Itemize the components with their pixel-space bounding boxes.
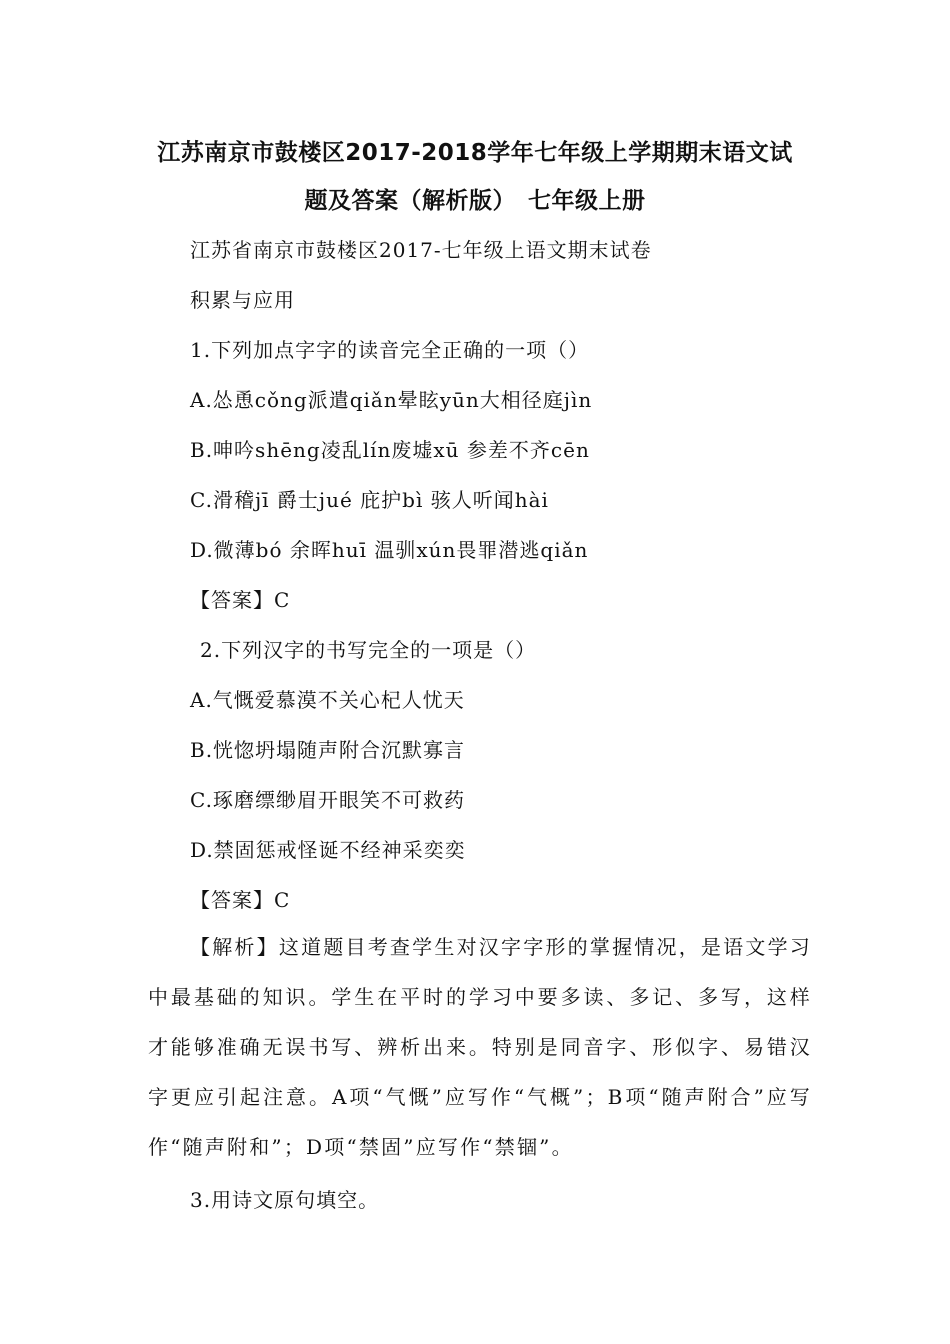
exam-subtitle: 江苏省南京市鼓楼区2017-七年级上语文期末试卷	[190, 238, 652, 262]
question-3-stem: 3.用诗文原句填空。	[190, 1188, 380, 1212]
question-1-option-b: B.呻吟shēng凌乱lín废墟xū 参差不齐cēn	[190, 438, 590, 462]
question-2-option-a: A.气慨爱慕漠不关心杞人忧天	[190, 688, 465, 712]
question-2-stem: 2.下列汉字的书写完全的一项是（）	[200, 638, 537, 662]
question-2-option-b: B.恍惚坍塌随声附合沉默寡言	[190, 738, 466, 762]
section-heading: 积累与应用	[190, 288, 295, 312]
question-2-option-c: C.琢磨缥缈眉开眼笑不可救药	[190, 788, 465, 812]
question-1-stem: 1.下列加点字字的读音完全正确的一项（）	[190, 338, 590, 362]
question-1-option-d: D.微薄bó 余晖huī 温驯xún畏罪潜逃qiǎn	[190, 538, 589, 562]
question-2-option-d: D.禁固惩戒怪诞不经神采奕奕	[190, 838, 466, 862]
question-2-answer: 【答案】C	[190, 888, 291, 912]
document-title-line-1: 江苏南京市鼓楼区2017-2018学年七年级上学期期末语文试	[157, 140, 793, 166]
question-1-option-a: A.怂恿cǒng派遣qiǎn晕眩yūn大相径庭jìn	[190, 388, 593, 412]
question-1-option-c: C.滑稽jī 爵士jué 庇护bì 骇人听闻hài	[190, 488, 549, 512]
document-title-line-2: 题及答案（解析版） 七年级上册	[304, 188, 646, 214]
question-1-answer: 【答案】C	[190, 588, 291, 612]
question-2-analysis: 【解析】这道题目考查学生对汉字字形的掌握情况，是语文学习中最基础的知识。学生在平时的学习中要多读、多记、多写，这样才能够准确无误书写、辨析出来。特别是同音字、形似字、易错汉字更应引起注意。A项“气慨”应写作“气概”；B项“随声附合”应写作“随声附和”；D项“禁固”应写作“禁锢”。	[148, 935, 812, 1159]
